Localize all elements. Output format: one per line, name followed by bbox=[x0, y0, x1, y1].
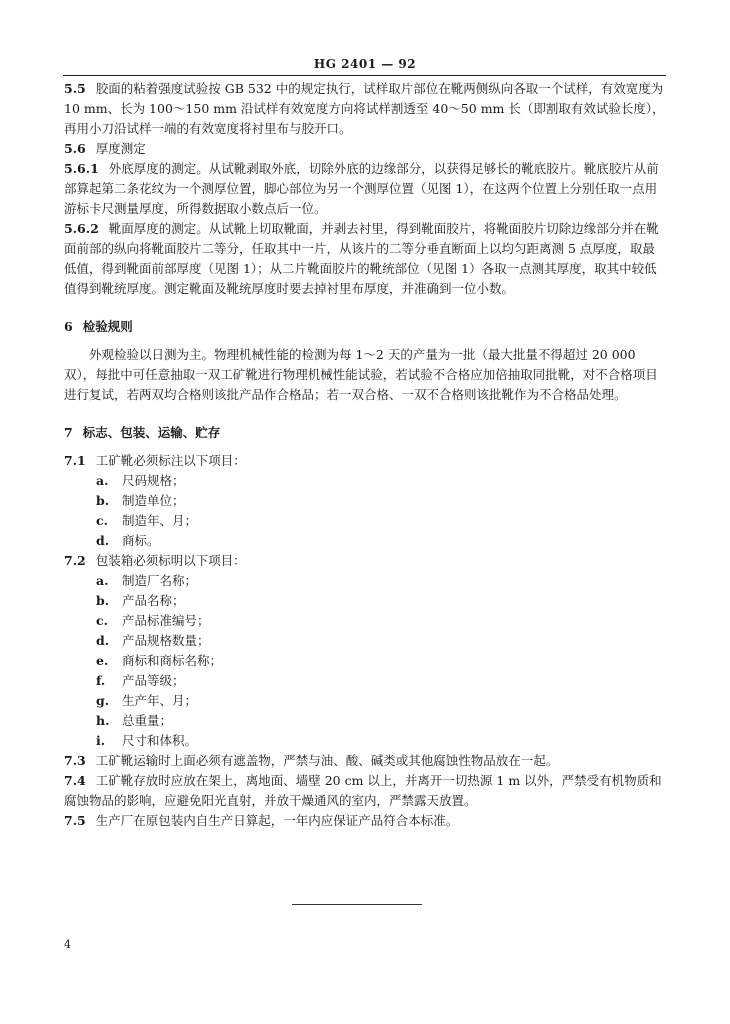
list-text: 商标。 bbox=[122, 533, 160, 548]
list-letter: d. bbox=[96, 633, 110, 648]
clause-number: 5.6 bbox=[64, 141, 86, 156]
list-item bbox=[64, 691, 666, 711]
list-text: 商标和商标名称； bbox=[122, 653, 223, 668]
list-text: 尺码规格； bbox=[122, 473, 185, 488]
list-letter: d. bbox=[96, 533, 110, 548]
section-title: 检验规则 bbox=[82, 319, 133, 334]
clause-text: 靴面厚度的测定。从试靴上切取靴面，并剥去衬里，得到靴面胶片，将靴面胶片切除边缘部分并在靴面前部的纵向将靴面胶片二等分，任取其中一片，从该片的二等分垂直断面上以均匀距离测 5 点厚度，取最低值，得到靴面前部厚度（见图 1）；从二片靴面胶片的靴统部位（见图 1）各取一点测其厚度，取其中较低值得到靴统厚度。测定靴面及靴统厚度时要去掉衬里布厚度，并准确到一位小数。 bbox=[64, 221, 659, 296]
clause-7-5 bbox=[64, 811, 666, 831]
list-item bbox=[64, 471, 666, 491]
clause-7-4 bbox=[64, 771, 666, 811]
clause-7-2 bbox=[64, 551, 666, 571]
clause-text: 工矿靴运输时上面必须有遮盖物，严禁与油、酸、碱类或其他腐蚀性物品放在一起。 bbox=[95, 753, 559, 768]
section-6-text: 外观检验以日测为主。物理机械性能的检测为每 1～2 天的产量为一批（最大批量不得超过 20 000 双），每批中可任意抽取一双工矿靴进行物理机械性能试验，若试验不合格应加倍抽取同批靴，对不合格项目进行复试，若两双均合格则该批产品作合格品；若一双合格、一双不合格则该批靴作为不合格品处理。 bbox=[64, 347, 658, 402]
page-number: 4 bbox=[64, 938, 71, 951]
list-text: 制造单位； bbox=[122, 493, 185, 508]
list-text: 生产年、月； bbox=[122, 693, 198, 708]
list-text: 制造年、月； bbox=[122, 513, 198, 528]
section-number: 7 bbox=[64, 425, 73, 440]
clause-number: 7.3 bbox=[64, 753, 86, 768]
clause-text: 胶面的粘着强度试验按 GB 532 中的规定执行，试样取片部位在靴两侧纵向各取一个试样，有效宽度为 10 mm、长为 100～150 mm 沿试样有效宽度方向将试样割透至 40～50 mm 长（即割取有效试验长度），再用小刀沿试样一端的有效宽度将衬里布与胶开口。 bbox=[64, 81, 665, 136]
section-title: 标志、包装、运输、贮存 bbox=[82, 425, 221, 440]
list-letter: b. bbox=[96, 493, 110, 508]
section-number: 6 bbox=[64, 319, 73, 334]
list-7-2 bbox=[64, 571, 666, 751]
list-text: 制造厂名称； bbox=[122, 573, 198, 588]
clause-text: 外底厚度的测定。从试靴剥取外底，切除外底的边缘部分，以获得足够长的靴底胶片。靴底胶片从前部算起第二条花纹为一个测厚位置，脚心部位为另一个测厚位置（见图 1），在这两个位置上分别任取一点用游标卡尺测量厚度，所得数据取小数点后一位。 bbox=[64, 161, 659, 216]
clause-number: 5.6.1 bbox=[64, 161, 99, 176]
clause-number: 5.6.2 bbox=[64, 221, 99, 236]
clause-7-1 bbox=[64, 451, 666, 471]
list-item bbox=[64, 631, 666, 651]
end-of-document-rule bbox=[292, 904, 422, 905]
list-text: 总重量； bbox=[122, 713, 173, 728]
clause-number: 7.2 bbox=[64, 553, 86, 568]
list-letter: c. bbox=[96, 513, 108, 528]
list-letter: a. bbox=[96, 473, 109, 488]
list-item bbox=[64, 731, 666, 751]
section-6-heading bbox=[64, 317, 666, 337]
list-letter: i. bbox=[96, 733, 106, 748]
list-item bbox=[64, 511, 666, 531]
list-letter: b. bbox=[96, 593, 110, 608]
list-item bbox=[64, 611, 666, 631]
list-letter: f. bbox=[96, 673, 106, 688]
list-letter: a. bbox=[96, 573, 109, 588]
clause-5-5 bbox=[64, 79, 666, 139]
list-text: 产品规格数量； bbox=[122, 633, 210, 648]
clause-5-6-heading bbox=[64, 139, 666, 159]
list-text: 产品标准编号； bbox=[122, 613, 210, 628]
clause-number: 7.5 bbox=[64, 813, 86, 828]
list-text: 产品名称； bbox=[122, 593, 185, 608]
list-letter: e. bbox=[96, 653, 109, 668]
document-body bbox=[64, 79, 666, 831]
list-item bbox=[64, 491, 666, 511]
list-item bbox=[64, 591, 666, 611]
clause-7-3 bbox=[64, 751, 666, 771]
clause-number: 7.4 bbox=[64, 773, 86, 788]
list-text: 产品等级； bbox=[122, 673, 185, 688]
list-7-1 bbox=[64, 471, 666, 551]
list-letter: h. bbox=[96, 713, 110, 728]
list-text: 尺寸和体积。 bbox=[122, 733, 198, 748]
list-letter: c. bbox=[96, 613, 108, 628]
page-header: HG 2401 — 92 bbox=[313, 57, 417, 71]
list-item bbox=[64, 711, 666, 731]
header-rule bbox=[63, 75, 666, 76]
list-item bbox=[64, 671, 666, 691]
clause-title: 厚度测定 bbox=[95, 141, 146, 156]
list-item bbox=[64, 531, 666, 551]
clause-text: 工矿靴必须标注以下项目： bbox=[95, 453, 246, 468]
clause-5-6-1 bbox=[64, 159, 666, 219]
clause-5-6-2 bbox=[64, 219, 666, 299]
clause-text: 生产厂在原包装内自生产日算起，一年内应保证产品符合本标准。 bbox=[95, 813, 459, 828]
clause-text: 包装箱必须标明以下项目： bbox=[95, 553, 246, 568]
list-item bbox=[64, 571, 666, 591]
section-7-heading bbox=[64, 423, 666, 443]
clause-number: 5.5 bbox=[64, 81, 86, 96]
clause-text: 工矿靴存放时应放在架上，离地面、墙壁 20 cm 以上，并离开一切热源 1 m 以外，严禁受有机物质和腐蚀物品的影响，应避免阳光直射，并放干燥通风的室内，严禁露天放置。 bbox=[64, 773, 662, 808]
clause-number: 7.1 bbox=[64, 453, 86, 468]
list-letter: g. bbox=[96, 693, 110, 708]
list-item bbox=[64, 651, 666, 671]
